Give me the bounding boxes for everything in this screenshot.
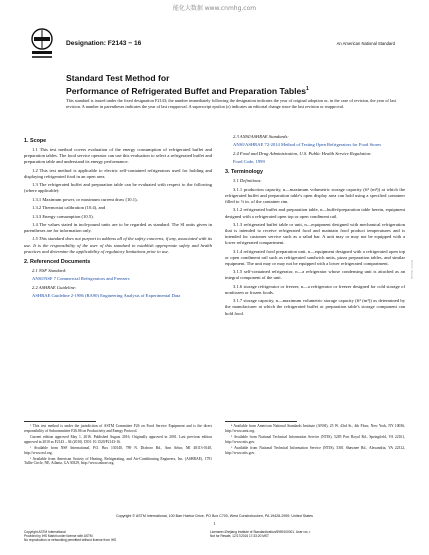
ref-link-food-code[interactable]: Food Code, 1999 [233,159,265,165]
para-3-1-2: 3.1.2 refrigerated buffet and preparation table, n—buffet/preparation table herein, equipment designed with a refrigerated open top or open condiment rail. [225,207,405,219]
copyright-line: Copyright © ASTM International, 100 Barr Harbor Drive, PO Box C700, West Conshohocken, PA 19428-2959. United States [116,514,313,518]
title-line-1: Standard Test Method for [66,73,170,83]
footnote: ¹ This test method is under the jurisdiction of ASTM Committee F26 on Food Service Equipment and is the direct responsibility of Subcommittee F26.06 on Productivity and Energy Protocol. [24,424,212,433]
side-margin-text: Not for Resale [410,260,414,280]
watermark-text: 能化大数据 www.cnmhg.com [172,5,257,12]
para-3-1-1: 3.1.1 production capacity, n—maximum volumetric storage capacity (ft³ (m³)) at which the refrigerated buffet and preparation table's open display area can hold using a specified container filled to ½ in. of the container rim. [225,186,405,204]
ref-link-nsf[interactable]: ANSI/NSF 7 Commercial Refrigerators and Freezers [32,276,130,282]
footnote-rule-right [225,421,297,422]
para-1-1: 1.1 This test method covers evaluation of the energy consumption of refrigerated buffet and preparation tables. The food service operator can use this evaluation to select a refrigerated buffet and preparation table and understand its energy performance. [24,147,212,165]
footnote: ⁵ Available from National Technical Information Service (NTIS), 5285 Port Royal Rd., Springfield, VA 22161, http://www.ntis.gov. [225,434,405,444]
ans-label: An American National Standard [336,41,395,46]
footnotes-left [24,424,212,468]
license-left: Copyright ASTM International Provided by IHS Markit under license with ASTM No reproduction or networking permitted without license from IHS [24,530,117,543]
footnote-rule-left [24,421,96,422]
footnote: ⁶ Available from National Technical Information Service (NTIS), 5301 Shawnee Rd., Alexandria, VA 22312, http://www.ntis.gov. [225,445,405,455]
footnotes-right [225,424,405,457]
para-3-1-6: 3.1.6 storage refrigerator or freezer, n—a refrigerator or freezer designed for cold storage of nonfrozen or frozen foods. [225,283,405,295]
astm-logo-icon [30,28,54,62]
right-column [225,134,405,319]
para-3-1-7: 3.1.7 storage capacity, n—maximum volumetric storage capacity (ft³ (m³)) as determined by the manufacturer at which the refrigerated buffet or preparation table's storage component can hold food. [225,298,405,316]
para-3-1-5: 3.1.5 self-contained refrigerator, n—a refrigerator whose condensing unit is attached as an integral component of the unit. [225,269,405,281]
footnote: Current edition approved May 1, 2016. Published August 2016. Originally approved in 2001. Last previous edition approved in 2010 as F2143 – 04 (2010). DOI: 10.1520/F2143-16. [24,434,212,444]
title-line-2: Performance of Refrigerated Buffet and Preparation Tables$^1$ [66,85,309,96]
para-1-4: 1.4 The values stated in inch-pound units are to be regarded as standard. The SI units given in parentheses are for information only. [24,221,212,233]
ref-link-ansi-ashrae[interactable]: ANSI/ASHRAE 72-2014 Method of Testing Open Refrigerators for Food Stores [233,142,381,148]
para-3-1-3: 3.1.3 refrigerated buffet table or unit, n—equipment designed with mechanical refrigeration that is intended to receive refrigerated food and maintain food product temperatures and is intended for customer service such as a salad bar. A unit may or may not be equipped with a lower refrigerated compartment. [225,221,405,246]
para-2-2: 2.2 ASHRAE Guideline: [32,284,77,290]
para-1-2: 1.2 This test method is applicable to electric self-contained refrigerators used for holding and displaying refrigerated food in an open area. [24,167,212,179]
section-heading-scope: 1. Scope [24,138,47,144]
document-title [66,73,386,96]
license-right: Licensee=Zhejiang Institute of Standardization/5959100001, User=xx, r Not for Resale, 12/17/2016 17:33:20 MST [210,530,311,539]
para-2-1: 2.1 NSF Standard: [32,267,67,273]
section-heading-referenced: 2. Referenced Documents [24,258,91,265]
page-number: 1 [213,521,216,526]
para-2-4: 2.4 Food and Drug Administration, U.S. Public Health Service Regulation: [233,150,372,156]
para-1-3-2: 1.3.2 Thermostat calibration (10.4), and [32,205,106,211]
footnote: ² Available from NSF International, P.O. Box 130140, 789 N. Dixboro Rd., Ann Arbor, MI 48113-0140, http://www.nsf.org. [24,445,212,455]
para-3-1: 3.1 Definitions: [233,178,262,184]
para-1-3-1: 1.3.1 Maximum power, or maximum current draw (10.1), [32,196,138,202]
left-column [24,134,212,301]
section-heading-terminology: 3. Terminology [225,169,263,176]
para-2-3: 2.3 ANSI/ASHRAE Standards: [233,134,289,139]
designation: Designation: F2143 − 16 [66,40,142,47]
footnote: ⁴ Available from American National Standards Institute (ANSI), 25 W. 43rd St., 4th Floor, New York, NY 10036, http://www.ansi.org. [225,424,405,433]
para-1-3-3: 1.3.3 Energy consumption (10.5). [32,213,94,219]
intro-paragraph: This standard is issued under the fixed designation F2143; the number immediately following the designation indicates the year of original adoption or, in the case of revision, the year of last revision. A number in parentheses indicates the year of last reapproval. A superscript epsilon (ε) indicates an editorial change since the last revision or reapproval. [66,98,396,109]
ref-link-ashrae-guideline[interactable]: ASHRAE Guideline 2-1986 (RA90) Engineering Analysis of Experimental Data [32,293,181,298]
para-1-5: 1.5 This standard does not purport to address all of the safety concerns, if any, associated with its use. It is the responsibility of the user of this standard to establish appropriate safety and health practices and determine the applicability of regulatory limitations prior to use. [24,236,212,254]
para-1-3: 1.3 The refrigerated buffet and preparation table can be evaluated with respect to the following (where applicable): [24,182,212,194]
para-3-1-4: 3.1.4 refrigerated food preparation unit, n—equipment designed with a refrigerated open top or open condiment rail such as refrigerated sandwich units, pizza preparation tables, and similar equipment. The unit may or may not be equipped with a lower refrigerated compartment. [225,248,405,266]
footnote: ³ Available from American Society of Heating, Refrigerating, and Air-Conditioning Engineers, Inc. (ASHRAE), 1791 Tullie Circle, NE, Atlanta, GA 30329, http://www.ashrae.org. [24,456,212,466]
